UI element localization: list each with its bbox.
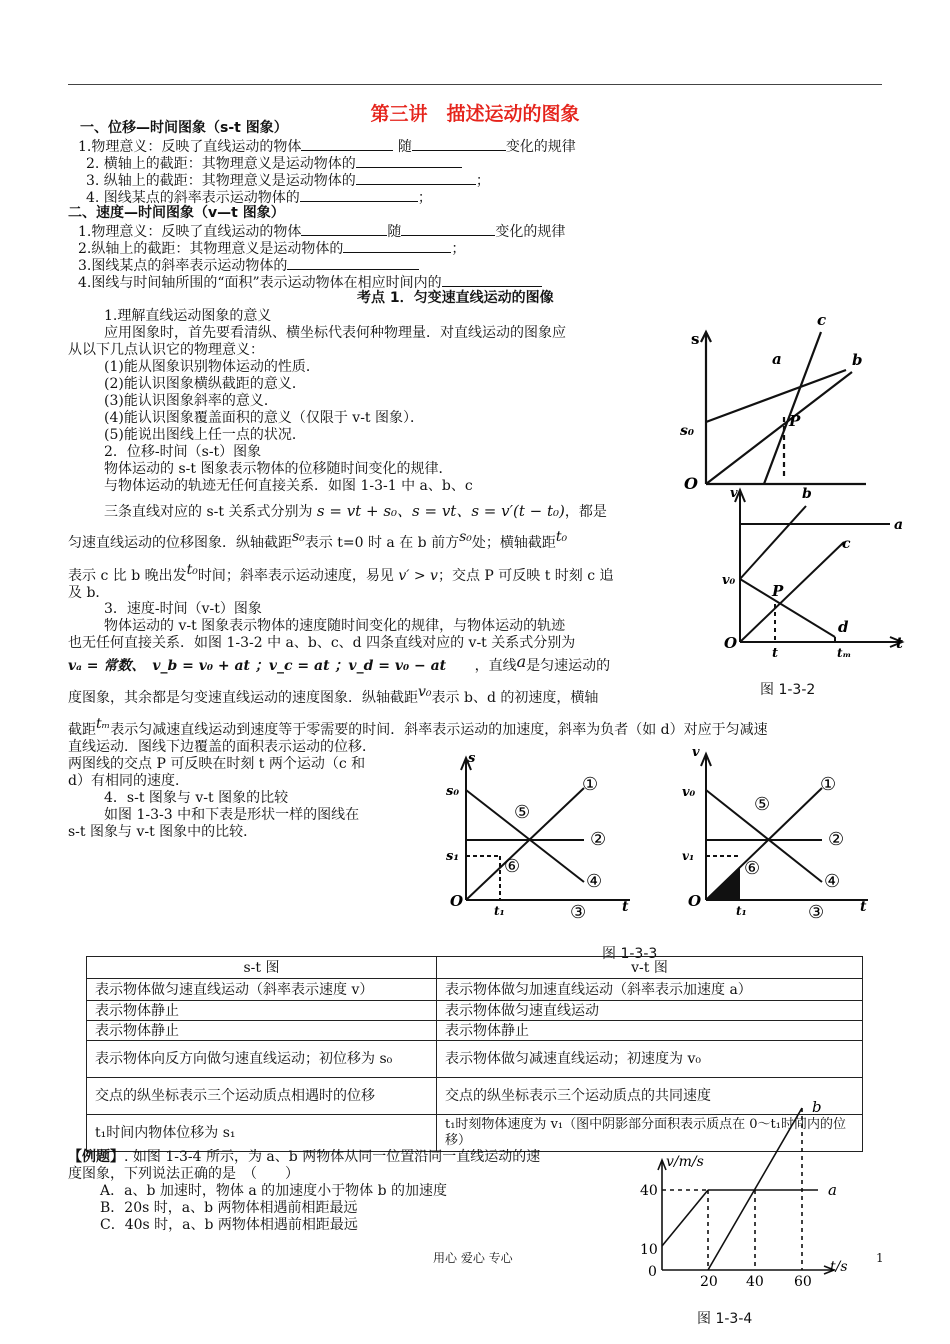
fig133l-origin: O	[450, 892, 464, 910]
page-number: 1	[876, 1251, 884, 1265]
fig132-a: a	[894, 517, 904, 533]
fig133l-label-1: ①	[582, 774, 599, 795]
figure-1-3-3-st	[444, 748, 644, 928]
fig132-x-label: t	[896, 634, 903, 652]
fig134-xtick-40: 40	[746, 1274, 764, 1286]
fig132-p: P	[772, 582, 784, 600]
sec1-line4: 4. 图线某点的斜率表示运动物体的 ；	[86, 190, 432, 206]
fig134-ytick-10: 10	[640, 1242, 658, 1258]
table-row	[87, 1041, 863, 1078]
kaodian-title: 考点 1．匀变速直线运动的图像	[357, 290, 554, 306]
para-8: 表示 c 比 b 晚出发t₀时间；斜率表示运动速度，易见 v′ > v；交点 P 可反映 t 时刻 c 追	[68, 562, 614, 584]
item-2: (2)能认识图象横纵截距的意义．	[104, 376, 306, 392]
fig132-caption: 图 1-3-2	[760, 682, 816, 698]
para-13: vₐ = 常数、 v_b = v₀ + at ；v_c = at ；v_d = v₀ − at ，直线a是匀速运动的	[68, 652, 611, 674]
example-line2: 度图象，下列说法正确的是 （ ）	[68, 1166, 299, 1182]
figure-1-3-3-vt	[678, 744, 878, 924]
option-b: B．20s 时，a、b 两物体相遇前相距最远	[100, 1200, 358, 1216]
example-line1: 【例题】. 如图 1-3-4 所示，为 a、b 两物体从同一位置沿同一直线运动的速	[68, 1149, 541, 1165]
fig134-b: b	[812, 1098, 822, 1116]
table-cell: 表示物体静止	[437, 1021, 863, 1041]
para-14: 度图象，其余都是匀变速直线运动的速度图象．纵轴截距v₀表示 b、d 的初速度，横轴	[68, 684, 599, 706]
table-cell: 交点的纵坐标表示三个运动质点相遇时的位移	[87, 1078, 437, 1115]
sec2-line1: 1.物理意义：反映了直线运动的物体 随 变化的规律	[78, 224, 566, 240]
fig133r-label-3: ③	[808, 902, 825, 923]
fig133l-t1: t₁	[494, 904, 505, 918]
sec2-line2: 2.纵轴上的截距：其物理意义是运动物体的 ；	[78, 241, 466, 257]
table-cell: 表示物体向反方向做匀速直线运动；初位移为 s₀	[87, 1041, 437, 1078]
fig131-s0: s₀	[680, 423, 695, 439]
section2-heading: 二、速度—时间图象（v—t 图象）	[68, 205, 285, 221]
figure-1-3-2	[720, 482, 910, 662]
fig132-b: b	[802, 486, 812, 502]
sec2-line4: 4.图线与时间轴所围的“面积”表示运动物体在相应时间内的	[78, 273, 542, 292]
fig132-origin: O	[724, 634, 738, 652]
sec1-line3: 3. 纵轴上的截距：其物理意义是运动物体的 ；	[86, 173, 490, 189]
table-cell: 表示物体静止	[87, 1001, 437, 1021]
para-2a: 应用图象时，首先要看清纵、横坐标代表何种物理量．对直线运动的图象应	[104, 325, 566, 341]
table-cell: t₁时刻物体速度为 v₁（图中阴影部分面积表示质点在 0～t₁时间内的位移）	[437, 1115, 863, 1152]
fig133l-label-6: ⑥	[504, 856, 521, 877]
table-row	[87, 1001, 863, 1021]
option-a: A．a、b 加速时，物体 a 的加速度小于物体 b 的加速度	[100, 1183, 447, 1199]
item-1: (1)能从图象识别物体运动的性质．	[104, 359, 320, 375]
fig132-t: t	[772, 646, 779, 661]
fig131-y-label: s	[691, 330, 700, 348]
fig133l-y-label: s	[468, 751, 476, 766]
fig133r-y-label: v	[692, 745, 700, 760]
fig133r-label-4: ④	[824, 871, 841, 892]
fig134-a: a	[828, 1181, 837, 1199]
fig134-caption: 图 1-3-4	[697, 1311, 753, 1327]
fig133l-label-4: ④	[586, 871, 603, 892]
para-12: 也无任何直接关系．如图 1-3-2 中 a、b、c、d 四条直线对应的 v-t 关系式分别为	[68, 635, 576, 651]
fig133r-label-2: ②	[828, 829, 845, 850]
fig133r-x-label: t	[860, 899, 867, 915]
fig134-y-label: v/m/s	[666, 1154, 704, 1170]
para-19: 4．s-t 图象与 v-t 图象的比较	[104, 790, 289, 806]
table-cell: 表示物体做匀速直线运动（斜率表示速度 v）	[87, 979, 437, 1001]
table-row	[87, 1021, 863, 1041]
para-4: 物体运动的 s-t 图象表示物体的位移随时间变化的规律．	[104, 461, 453, 477]
table-header: v-t 图	[437, 957, 863, 979]
sec1-line1: 1.物理意义：反映了直线运动的物体 随 变化的规律	[78, 139, 576, 155]
para-9: 及 b．	[68, 585, 110, 601]
fig131-a: a	[772, 350, 782, 368]
fig134-xtick-20: 20	[700, 1274, 718, 1286]
fig132-v0: v₀	[722, 573, 736, 588]
table-cell: 交点的纵坐标表示三个运动质点的共同速度	[437, 1078, 863, 1115]
fig134-ytick-40: 40	[640, 1183, 658, 1199]
para-10: 3．速度-时间（v-t）图象	[104, 601, 262, 617]
para-11: 物体运动的 v-t 图象表示物体的速度随时间变化的规律，与物体运动的轨迹	[104, 618, 566, 634]
para-18: d）有相同的速度．	[68, 773, 189, 789]
table-header-row	[87, 957, 863, 979]
fig133r-t1: t₁	[736, 904, 747, 918]
fig131-p: P	[789, 412, 801, 430]
option-c: C．40s 时，a、b 两物体相遇前相距最远	[100, 1217, 358, 1233]
fig133l-label-5: ⑤	[514, 802, 531, 823]
fig133r-v0: v₀	[682, 785, 696, 800]
fig133r-label-1: ①	[820, 774, 837, 795]
fig133r-label-6: ⑥	[744, 858, 761, 879]
fig133r-shaded-area	[706, 866, 740, 900]
table-cell: t₁时间内物体位移为 s₁	[87, 1115, 437, 1152]
table-cell: 表示物体做匀速直线运动	[437, 1001, 863, 1021]
fig134-ytick-0: 0	[648, 1264, 657, 1280]
equation-st: s = vt + s₀、s = vt、s = v′(t − t₀)	[316, 502, 565, 520]
fig131-origin: O	[684, 474, 698, 492]
section1-heading: 一、位移—时间图象（s-t 图象）	[80, 120, 288, 136]
item-4: (4)能认识图象覆盖面积的意义（仅限于 v-t 图象）．	[104, 410, 424, 426]
figure-1-3-4	[636, 1096, 866, 1286]
fig133l-s1: s₁	[446, 849, 460, 864]
para-15: 截距tₘ表示匀减速直线运动到速度等于零需要的时间．斜率表示运动的加速度，斜率为负者（如 d）对应于匀减速	[68, 716, 768, 738]
fig133l-label-2: ②	[590, 829, 607, 850]
fig132-tm: tₘ	[837, 646, 852, 660]
equation-vt: vₐ = 常数、 v_b = v₀ + at ；v_c = at ；v_d = v₀ − at	[68, 658, 447, 674]
fig134-x-label: t/s	[830, 1259, 848, 1275]
fig133l-x-label: t	[622, 899, 629, 915]
table-cell: 表示物体做匀加速直线运动（斜率表示加速度 a）	[437, 979, 863, 1001]
fig132-d: d	[838, 618, 849, 636]
figure-1-3-1	[676, 312, 876, 492]
header-rule	[68, 84, 882, 85]
table-cell: 表示物体静止	[87, 1021, 437, 1041]
para-17: 两图线的交点 P 可反映在时刻 t 两个运动（c 和	[68, 756, 366, 772]
para-7: 匀速直线运动的位移图象．纵轴截距s₀表示 t=0 时 a 在 b 前方s₀处；横轴截距t₀	[68, 529, 568, 551]
para-1: 1.理解直线运动图象的意义	[104, 308, 272, 324]
item-3: (3)能认识图象斜率的意义．	[104, 393, 278, 409]
footer-text: 用心 爱心 专心	[433, 1251, 513, 1265]
fig133r-label-5: ⑤	[754, 794, 771, 815]
fig134-xtick-60: 60	[794, 1274, 812, 1286]
fig133-caption: 图 1-3-3	[602, 946, 658, 962]
para-3: 2．位移-时间（s-t）图象	[104, 444, 262, 460]
para-20: 如图 1-3-3 中和下表是形状一样的图线在	[104, 807, 360, 823]
fig131-c: c	[817, 312, 827, 329]
page-title: 第三讲 描述运动的图象	[370, 103, 580, 125]
sec2-line3: 3.图线某点的斜率表示运动物体的	[78, 256, 419, 275]
fig133r-origin: O	[688, 892, 702, 910]
para-21: s-t 图象与 v-t 图象中的比较．	[68, 824, 258, 840]
item-5: (5)能说出图线上任一点的状况．	[104, 427, 306, 443]
fig133l-s0: s₀	[446, 784, 460, 799]
fig132-c: c	[842, 536, 851, 552]
fig132-y-label: v	[730, 486, 738, 501]
table-row	[87, 979, 863, 1001]
para-5: 与物体运动的轨迹无任何直接关系．如图 1-3-1 中 a、b、c	[104, 478, 473, 494]
sec1-line2: 2. 横轴上的截距：其物理意义是运动物体的	[86, 154, 462, 173]
para-6: 三条直线对应的 s-t 关系式分别为 s = vt + s₀、s = vt、s = v′(t − t₀)，都是	[104, 502, 607, 520]
fig131-b: b	[852, 351, 863, 369]
fig133l-label-3: ③	[570, 902, 587, 923]
table-header: s-t 图	[87, 957, 437, 979]
fig133r-v1: v₁	[682, 849, 695, 863]
para-16: 直线运动．图线下边覆盖的面积表示运动的位移．	[68, 739, 376, 755]
table-cell: 表示物体做匀减速直线运动；初速度为 v₀	[437, 1041, 863, 1078]
para-2b: 从以下几点认识它的物理意义：	[68, 342, 264, 358]
